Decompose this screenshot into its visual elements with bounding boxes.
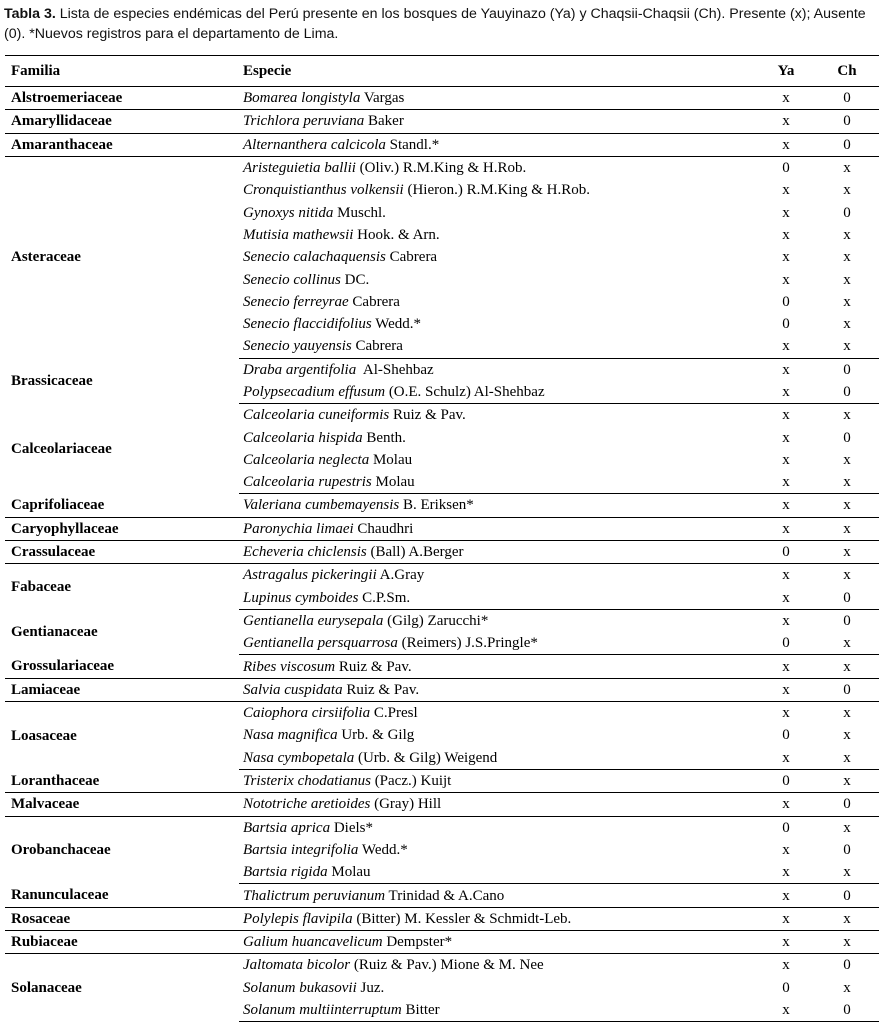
presence-ch: x [815, 335, 879, 358]
presence-ch: 0 [815, 678, 879, 701]
presence-ya: x [757, 587, 815, 610]
presence-ya: x [757, 907, 815, 930]
species-name [239, 471, 757, 494]
presence-ch: x [815, 907, 879, 930]
species-name [239, 747, 757, 770]
header-row [5, 56, 879, 87]
table-row [5, 930, 879, 953]
species-name [239, 884, 757, 907]
family-name: Lamiaceae [5, 678, 239, 701]
species-table [5, 55, 879, 1022]
species-author: A.Gray [376, 567, 425, 584]
presence-ch: x [843, 407, 851, 424]
species-name [239, 313, 757, 335]
species-binomial: Echeveria chiclensis [243, 544, 367, 561]
species-binomial: Calceolaria neglecta [243, 451, 370, 468]
presence-ya: x [782, 567, 790, 584]
species-binomial: Senecio collinus [243, 271, 341, 288]
species-binomial: Nototriche aretioides [243, 796, 371, 813]
presence-ya: x [782, 407, 790, 424]
species-binomial: Polypsecadium effusum [243, 384, 386, 400]
family-name: Fabaceae [11, 578, 71, 595]
table-row [5, 358, 879, 381]
species-binomial: Salvia cuspidata [243, 681, 343, 698]
species-author: Ruiz & Pav. [335, 658, 412, 675]
species-author: Benth. [362, 429, 406, 446]
species-author: Wedd.* [358, 841, 408, 858]
species-name [239, 381, 757, 404]
species-binomial: Mutisia mathewsii [243, 226, 354, 243]
species-binomial: Alternanthera calcicola [243, 136, 386, 153]
presence-ch: 0 [843, 204, 851, 221]
species-author: Hook. & Arn. [353, 226, 440, 243]
species-binomial: Thalictrum peruvianum [243, 887, 386, 904]
table-row [5, 494, 879, 517]
presence-ya: x [757, 110, 815, 133]
species-binomial: Gentianella persquarrosa [243, 635, 398, 652]
species-name [239, 587, 757, 610]
species-name [239, 449, 757, 471]
species-author: Bitter [401, 1002, 440, 1019]
presence-ya: 0 [757, 769, 815, 792]
family-name: Rosaceae [5, 907, 239, 930]
presence-ya: x [757, 793, 815, 816]
species-binomial: Bartsia integrifolia [243, 841, 359, 858]
species-binomial: Bartsia rigida [243, 864, 328, 881]
species-binomial: Astragalus pickeringii [243, 567, 377, 584]
species-binomial: Calceolaria cuneiformis [243, 407, 390, 424]
table-row [5, 404, 879, 427]
species-author: Molau [327, 864, 371, 881]
species-author: Ruiz & Pav. [342, 681, 420, 698]
species-name [239, 793, 757, 816]
species-author: Cabrera [348, 293, 400, 310]
table-row [5, 156, 879, 179]
presence-ch: x [843, 705, 851, 722]
presence-ya: 0 [757, 540, 815, 563]
presence-ch: x [843, 249, 851, 266]
presence-ya: x [757, 517, 815, 540]
species-name [239, 702, 757, 725]
presence-ch: 0 [815, 381, 879, 404]
table-caption-label: Tabla 3. [4, 6, 56, 22]
presence-ch: x [843, 979, 851, 996]
family-name: Orobanchaceae [11, 842, 111, 859]
presence-ya: x [757, 884, 815, 907]
species-binomial: Bomarea longistyla [243, 90, 361, 107]
family-name: Crassulaceae [5, 540, 239, 563]
header-ch: Ch [815, 56, 879, 87]
species-author: B. Eriksen* [399, 497, 474, 514]
presence-ch: 0 [843, 957, 851, 974]
species-name [239, 110, 757, 133]
species-name [239, 564, 757, 587]
species-author: Baker [364, 113, 404, 130]
presence-ch: x [843, 819, 851, 836]
presence-ya: x [757, 87, 815, 110]
presence-ch: x [815, 517, 879, 540]
species-author: Diels* [330, 819, 374, 836]
header-ya: Ya [757, 56, 815, 87]
species-author: Molau [369, 451, 413, 468]
presence-ch: x [843, 182, 851, 199]
presence-ch: 0 [815, 87, 879, 110]
species-author: (Gilg) Zarucchi* [383, 612, 489, 629]
species-author: Wedd.* [371, 316, 422, 333]
species-author: (Urb. & Gilg) Weigend [354, 749, 498, 766]
presence-ya: x [782, 226, 790, 243]
presence-ch: x [815, 930, 879, 953]
species-binomial: Ribes viscosum [243, 658, 336, 675]
family-name: Brassicaceae [11, 372, 93, 389]
species-author: Ruiz & Pav. [389, 407, 466, 424]
presence-ch: 0 [843, 612, 851, 629]
presence-ch: x [843, 567, 851, 584]
presence-ya: 0 [782, 819, 790, 836]
family-name: Solanaceae [11, 979, 82, 996]
table-row [5, 87, 879, 110]
presence-ya: 0 [782, 160, 790, 177]
presence-ch: x [815, 861, 879, 884]
species-author: (O.E. Schulz) Al-Shehbaz [385, 384, 545, 400]
species-name [239, 724, 757, 746]
presence-ch: x [843, 226, 851, 243]
species-name [239, 769, 757, 792]
presence-ch: 0 [815, 884, 879, 907]
species-binomial: Draba argentifolia [243, 361, 357, 378]
species-binomial: Polylepis flavipila [243, 910, 353, 927]
species-author: Standl.* [385, 136, 440, 153]
presence-ch: 0 [843, 429, 851, 446]
species-author: DC. [340, 271, 370, 288]
species-binomial: Calceolaria rupestris [243, 474, 372, 491]
species-name [239, 156, 757, 179]
species-name [239, 246, 757, 268]
presence-ch: x [815, 747, 879, 770]
presence-ya: x [782, 182, 790, 199]
presence-ya: x [757, 381, 815, 404]
species-name [239, 678, 757, 701]
species-binomial: Nasa magnifica [243, 727, 338, 744]
species-binomial: Aristeguietia ballii [243, 160, 356, 177]
species-name [239, 133, 757, 156]
species-binomial: Lupinus cymboides [243, 589, 359, 606]
table-row [5, 609, 879, 632]
species-binomial: Caiophora cirsiifolia [243, 705, 371, 722]
family-name: Loasaceae [11, 727, 77, 744]
table-caption [4, 4, 882, 44]
table-row [5, 702, 879, 725]
table-row [5, 907, 879, 930]
table-body [5, 87, 879, 1022]
family-name: Loranthaceae [5, 769, 239, 792]
presence-ya: x [757, 861, 815, 884]
presence-ya: x [757, 747, 815, 770]
presence-ch: x [843, 160, 851, 177]
presence-ya: x [757, 655, 815, 678]
species-author: (Ruiz & Pav.) Mione & M. Nee [350, 957, 544, 974]
species-name [239, 930, 757, 953]
species-author: (Hieron.) R.M.King & H.Rob. [403, 182, 590, 199]
species-author: Muschl. [333, 204, 386, 221]
species-name [239, 861, 757, 884]
presence-ya: x [757, 494, 815, 517]
presence-ya: x [782, 612, 790, 629]
species-name [239, 839, 757, 861]
presence-ch: 0 [815, 110, 879, 133]
presence-ch: 0 [843, 841, 851, 858]
species-name [239, 954, 757, 977]
family-name: Grossulariaceae [5, 655, 239, 678]
species-binomial: Solanum bukasovii [243, 979, 357, 996]
presence-ch: 0 [843, 361, 851, 378]
species-name [239, 907, 757, 930]
table-row [5, 133, 879, 156]
family-name: Ranunculaceae [5, 884, 239, 907]
presence-ch: x [815, 471, 879, 494]
presence-ya: 0 [757, 632, 815, 655]
species-name [239, 655, 757, 678]
presence-ch: x [843, 727, 851, 744]
family-name: Caprifoliaceae [5, 494, 239, 517]
species-author: Cabrera [351, 338, 403, 355]
species-author: (Pacz.) Kuijt [370, 773, 452, 790]
species-name [239, 87, 757, 110]
presence-ya: x [782, 957, 790, 974]
species-name [239, 179, 757, 201]
table-row [5, 816, 879, 839]
species-binomial: Senecio flaccidifolius [243, 316, 372, 333]
table-row [5, 517, 879, 540]
presence-ch: x [815, 540, 879, 563]
species-binomial: Gentianella eurysepala [243, 612, 384, 629]
presence-ya: x [782, 271, 790, 288]
species-binomial: Valeriana cumbemayensis [243, 497, 400, 514]
presence-ch: 0 [815, 133, 879, 156]
species-binomial: Galium huancavelicum [243, 934, 383, 951]
species-binomial: Senecio ferreyrae [243, 293, 349, 310]
presence-ch: x [815, 769, 879, 792]
species-binomial: Tristerix chodatianus [243, 773, 371, 790]
presence-ya: x [782, 204, 790, 221]
presence-ya: x [782, 841, 790, 858]
species-name [239, 335, 757, 358]
species-binomial: Nasa cymbopetala [243, 749, 355, 766]
presence-ch: x [815, 632, 879, 655]
species-name [239, 268, 757, 290]
species-name [239, 426, 757, 448]
presence-ya: x [757, 678, 815, 701]
presence-ch: x [843, 293, 851, 310]
species-name [239, 291, 757, 313]
family-name: Amaranthaceae [5, 133, 239, 156]
species-author: (Bitter) M. Kessler & Schmidt-Leb. [352, 910, 572, 927]
species-author: (Ball) A.Berger [366, 544, 464, 561]
species-name [239, 977, 757, 999]
table-row [5, 678, 879, 701]
header-familia: Familia [5, 56, 239, 87]
family-name: Rubiaceae [5, 930, 239, 953]
table-row [5, 954, 879, 977]
table-row [5, 793, 879, 816]
presence-ya: 0 [782, 316, 790, 333]
species-name [239, 494, 757, 517]
presence-ya: x [782, 705, 790, 722]
family-name: Alstroemeriaceae [5, 87, 239, 110]
species-name [239, 404, 757, 427]
presence-ch: 0 [815, 587, 879, 610]
species-author: Vargas [360, 90, 405, 107]
species-binomial: Bartsia aprica [243, 819, 331, 836]
species-binomial: Senecio calachaquensis [243, 249, 386, 266]
species-binomial: Gynoxys nitida [243, 204, 334, 221]
presence-ya: x [782, 451, 790, 468]
table-caption-text: Lista de especies endémicas del Perú presente en los bosques de Yauyinazo (Ya) y Chaqsii-Chaqsii (Ch). Presente (x); Ausente (0). *Nuevos registros para el departamento de Lima. [4, 6, 866, 42]
species-name [239, 540, 757, 563]
presence-ch: x [815, 655, 879, 678]
species-author: (Oliv.) R.M.King & H.Rob. [355, 160, 527, 177]
presence-ya: 0 [782, 979, 790, 996]
presence-ch: 0 [815, 999, 879, 1022]
presence-ya: x [757, 930, 815, 953]
species-author: Urb. & Gilg [337, 727, 415, 744]
family-name: Calceolariaceae [11, 440, 112, 457]
presence-ch: x [843, 451, 851, 468]
presence-ya: x [782, 361, 790, 378]
presence-ya: x [757, 999, 815, 1022]
species-binomial: Senecio yauyensis [243, 338, 352, 355]
presence-ya: x [757, 133, 815, 156]
family-name: Caryophyllaceae [5, 517, 239, 540]
species-name [239, 609, 757, 632]
species-author: (Gray) Hill [370, 796, 442, 813]
species-author: Juz. [356, 979, 385, 996]
presence-ch: 0 [815, 793, 879, 816]
species-name [239, 201, 757, 223]
table-row [5, 564, 879, 587]
table-row [5, 769, 879, 792]
species-name [239, 632, 757, 655]
species-name [239, 224, 757, 246]
presence-ch: x [843, 316, 851, 333]
species-author: Trinidad & A.Cano [385, 887, 505, 904]
family-name: Malvaceae [5, 793, 239, 816]
species-name [239, 358, 757, 381]
family-name: Amaryllidaceae [5, 110, 239, 133]
species-author: C.Presl [370, 705, 418, 722]
table-row [5, 655, 879, 678]
species-binomial: Solanum multiinterruptum [243, 1002, 402, 1019]
presence-ch: x [843, 271, 851, 288]
family-name: Gentianaceae [11, 624, 98, 641]
species-author: (Reimers) J.S.Pringle* [397, 635, 538, 652]
species-author: Al-Shehbaz [356, 361, 434, 378]
species-binomial: Trichlora peruviana [243, 113, 365, 130]
table-row [5, 540, 879, 563]
species-author: C.P.Sm. [358, 589, 411, 606]
species-author: Molau [371, 474, 415, 491]
presence-ya: x [757, 471, 815, 494]
species-name [239, 517, 757, 540]
species-name [239, 816, 757, 839]
family-name: Asteraceae [11, 249, 81, 266]
species-name [239, 999, 757, 1022]
table-row [5, 110, 879, 133]
presence-ya: 0 [782, 727, 790, 744]
presence-ya: x [782, 429, 790, 446]
species-binomial: Calceolaria hispida [243, 429, 363, 446]
presence-ya: 0 [782, 293, 790, 310]
presence-ya: x [757, 335, 815, 358]
species-binomial: Paronychia limaei [243, 520, 354, 537]
table-row [5, 884, 879, 907]
species-binomial: Jaltomata bicolor [243, 957, 351, 974]
species-author: Chaudhri [353, 520, 414, 537]
header-especie: Especie [239, 56, 757, 87]
presence-ya: x [782, 249, 790, 266]
species-author: Dempster* [382, 934, 453, 951]
species-author: Cabrera [385, 249, 438, 266]
presence-ch: x [815, 494, 879, 517]
species-binomial: Cronquistianthus volkensii [243, 182, 404, 199]
